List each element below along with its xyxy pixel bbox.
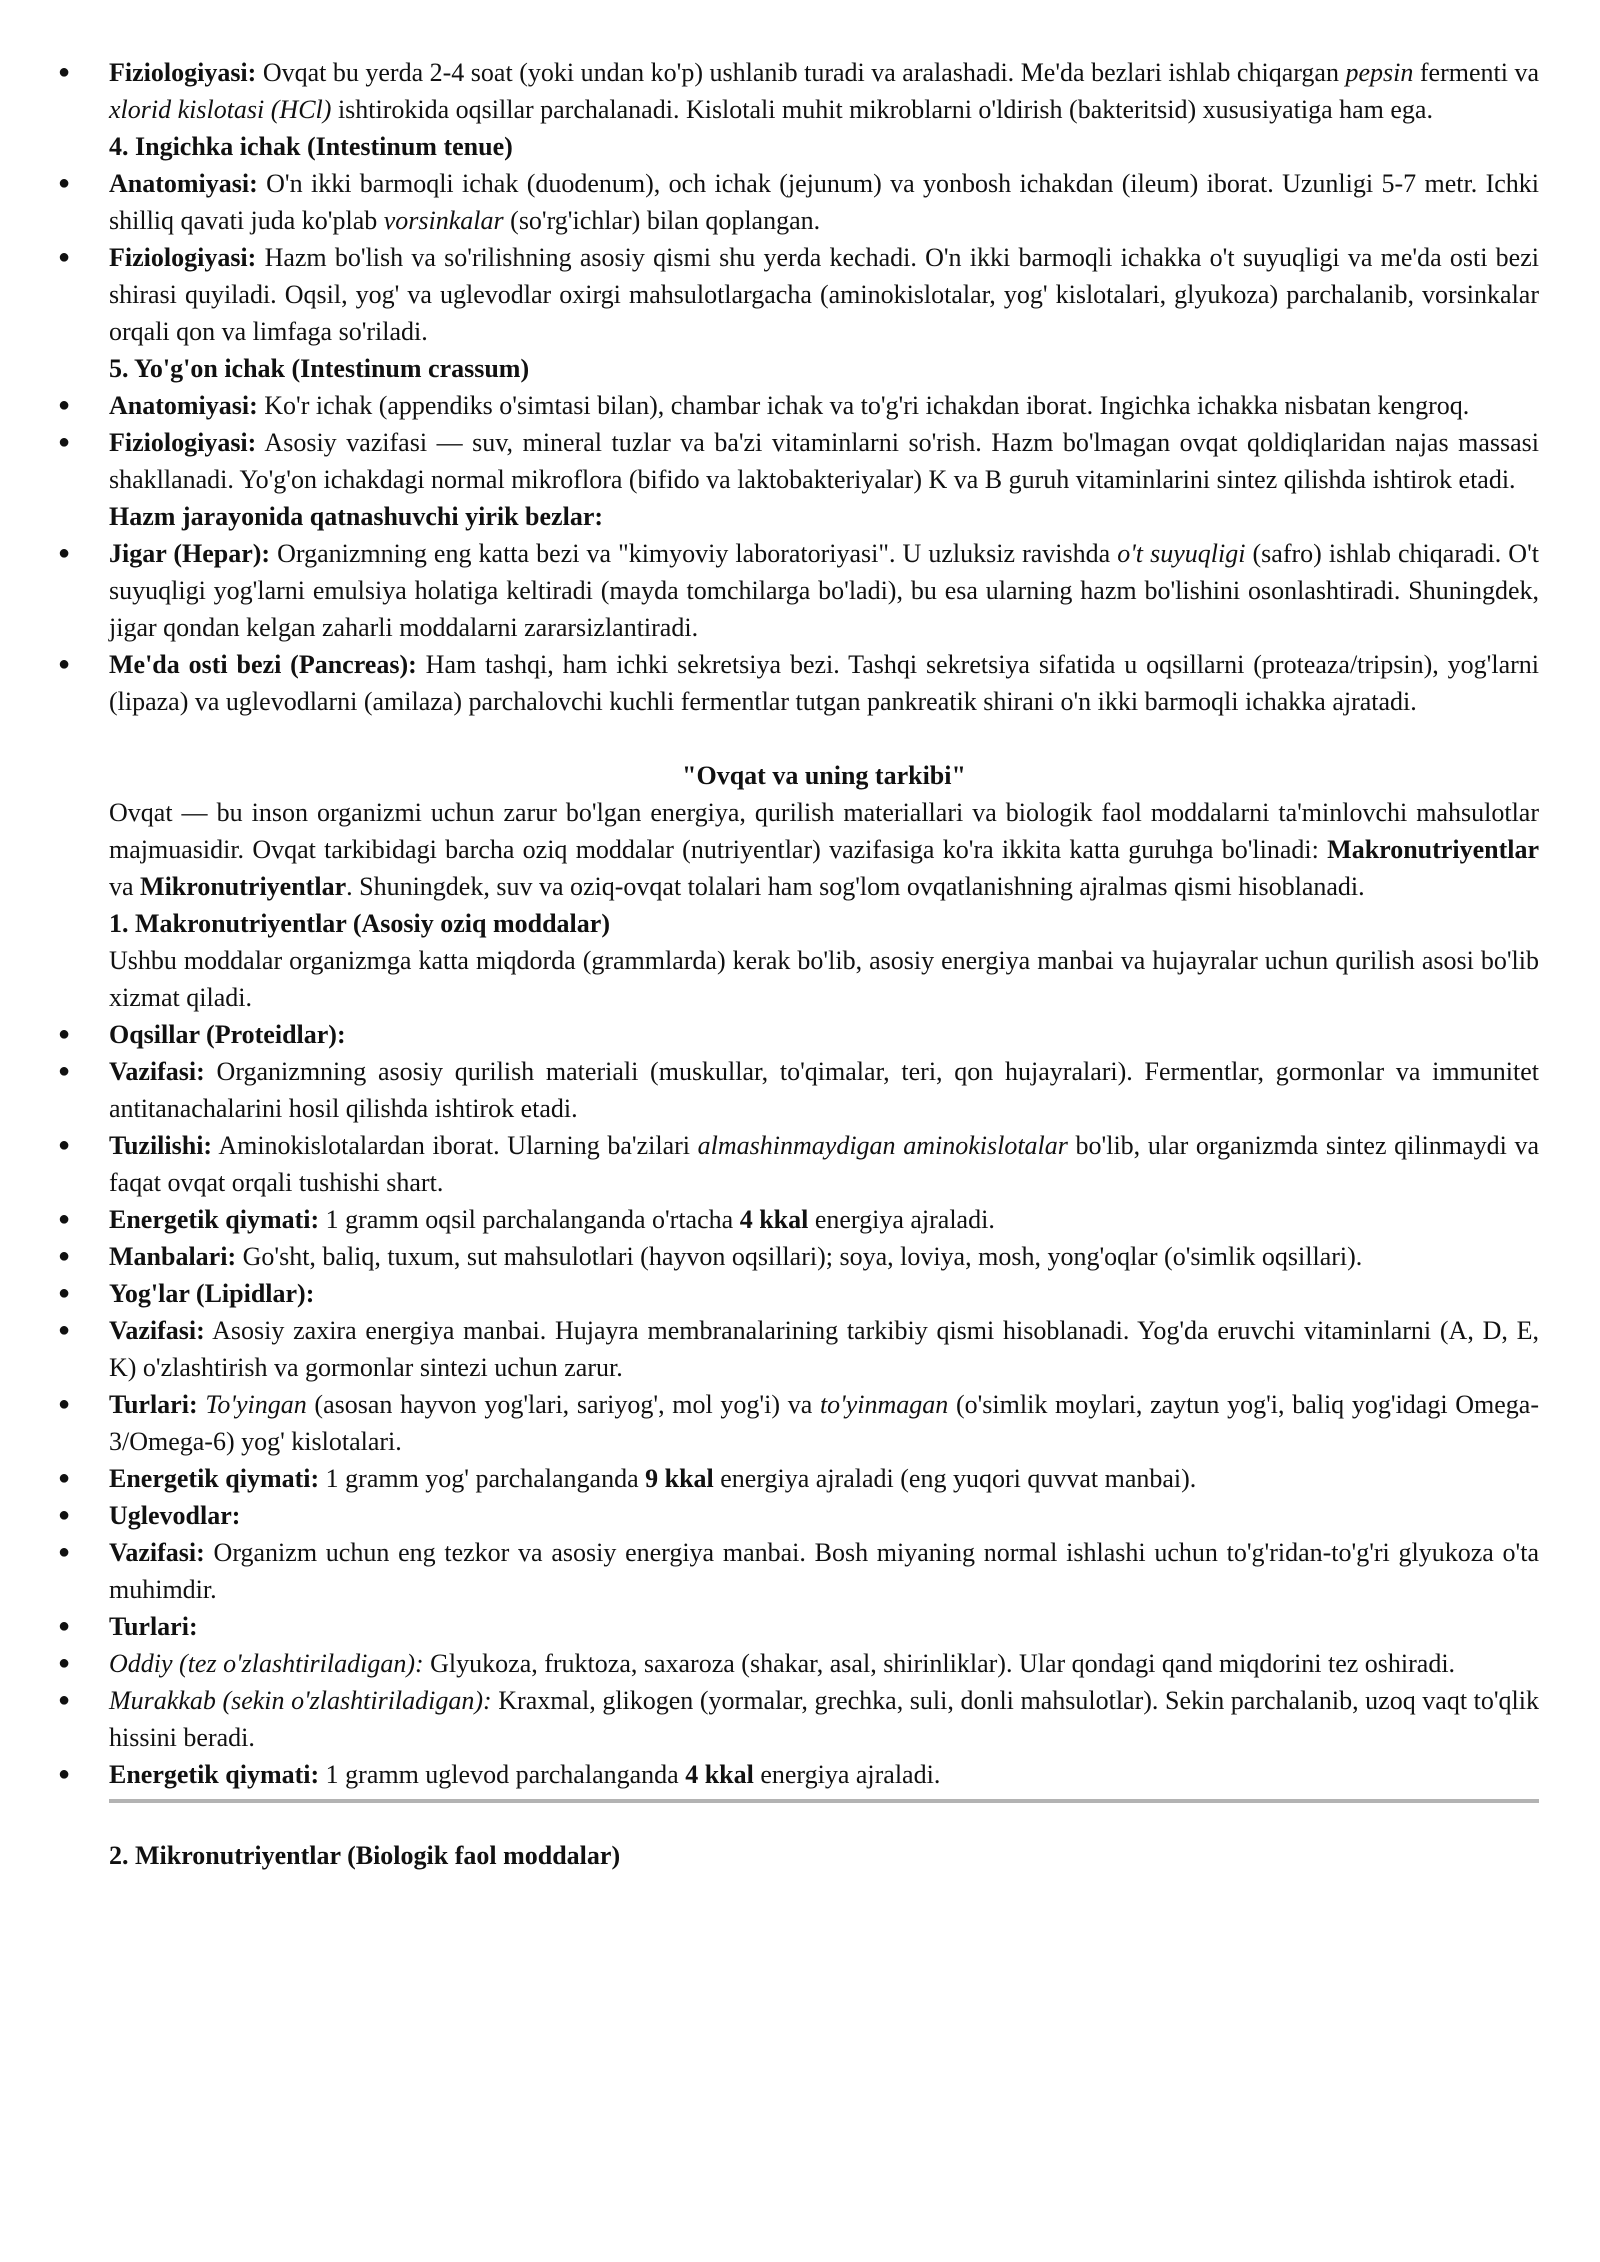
- bullet-icon: ●: [58, 1504, 71, 1526]
- body-text: Go'sht, baliq, tuxum, sut mahsulotlari (hayvon oqsillari); soya, loviya, mosh, yong'oqlar (o'simlik oqsillari).: [236, 1242, 1363, 1271]
- bold-text: Fiziologiyasi:: [109, 243, 257, 272]
- body-text: O'n ikki barmoqli ichak (duodenum), och ichak (jejunum) va yonbosh ichakdan (ileum) iborat. Uzunligi 5-7 metr. Ichki shilliq qavati juda ko'plab: [109, 169, 1539, 235]
- subheading: [0, 1837, 1600, 1874]
- body-text: Ham tashqi, ham ichki sekretsiya bezi. Tashqi sekretsiya sifatida u oqsillarni (proteaza/tripsin), yog'larni (lipaza) va uglevodlarni (amilaza) parchalovchi kuchli fermentlar tutgan pankreatik shirani o'n ikki barmoqli ichakka ajratadi.: [109, 650, 1539, 716]
- bold-text: Vazifasi:: [109, 1316, 205, 1345]
- body-text: Asosiy zaxira energiya manbai. Hujayra membranalarining tarkibiy qismi hisoblanadi. Yog'da eruvchi vitaminlarni (A, D, E, K) o'zlashtirish va gormonlar sintezi uchun zarur.: [109, 1316, 1539, 1382]
- body-text: . Shuningdek, suv va oziq-ovqat tolalari ham sog'lom ovqatlanishning ajralmas qismi hisoblanadi.: [346, 872, 1365, 901]
- document-page: [0, 54, 1600, 1874]
- bold-text: Energetik qiymati:: [109, 1464, 320, 1493]
- paragraph: [0, 794, 1600, 905]
- body-text: Aminokislotalardan iborat. Ularning ba'zilari: [212, 1131, 698, 1160]
- bullet-item: [0, 1312, 1600, 1386]
- bullet-icon: ●: [58, 1652, 71, 1674]
- bold-text: Hazm jarayonida qatnashuvchi yirik bezlar:: [109, 502, 604, 531]
- bold-text: 4. Ingichka ichak (Intestinum tenue): [109, 132, 513, 161]
- bold-text: 5. Yo'g'on ichak (Intestinum crassum): [109, 354, 530, 383]
- bold-text: Turlari:: [109, 1390, 198, 1419]
- bullet-item: [0, 1497, 1600, 1534]
- italic-text: to'yinmagan: [819, 1390, 949, 1419]
- bullet-icon: ●: [58, 1060, 71, 1082]
- bold-text: Mikronutriyentlar: [140, 872, 347, 901]
- body-text: (o'simlik moylari, zaytun yog'i, baliq yog'idagi Omega-3/Omega-6) yog' kislotalari.: [109, 1390, 1539, 1456]
- italic-text: Murakkab (sekin o'zlashtiriladigan):: [109, 1686, 492, 1715]
- bullet-icon: ●: [58, 1467, 71, 1489]
- bullet-icon: ●: [58, 246, 71, 268]
- bullet-icon: ●: [58, 1319, 71, 1341]
- body-text: Asosiy vazifasi — suv, mineral tuzlar va ba'zi vitaminlarni so'rish. Hazm bo'lmagan ovqat qoldiqlaridan najas massasi shakllanadi. Yo'g'on ichakdagi normal mikroflora (bifido va laktobakteriyalar) K va B guruh vitaminlarini sintez qilishda ishtirok etadi.: [109, 428, 1539, 494]
- bullet-item: [0, 424, 1600, 498]
- body-text: energiya ajraladi.: [808, 1205, 995, 1234]
- body-text: (safro) ishlab chiqaradi. O't suyuqligi yog'larni emulsiya holatiga keltiradi (mayda tomchilarga bo'ladi), bu esa ularning hazm bo'lishini osonlashtiradi. Shuningdek, jigar qondan kelgan zaharli moddalarni zararsizlantiradi.: [109, 539, 1539, 642]
- bullet-item: [0, 1534, 1600, 1608]
- bold-text: "Ovqat va uning tarkibi": [682, 761, 966, 790]
- body-text: Hazm bo'lish va so'rilishning asosiy qismi shu yerda kechadi. O'n ikki barmoqli ichakka o't suyuqligi va me'da osti bezi shirasi quyiladi. Oqsil, yog' va uglevodlar oxirgi mahsulotlargacha (aminokislotalar, yog' kislotalari, glyukoza) parchalanib, vorsinkalar orqali qon va limfaga so'riladi.: [109, 243, 1539, 346]
- bullet-icon: ●: [58, 1763, 71, 1785]
- body-text: va: [109, 872, 141, 901]
- section-title: [0, 757, 1600, 794]
- bold-text: Vazifasi:: [109, 1538, 205, 1567]
- bold-text: Vazifasi:: [109, 1057, 205, 1086]
- bullet-item: [0, 54, 1600, 128]
- bold-text: Yog'lar (Lipidlar):: [109, 1279, 315, 1308]
- body-text: Ovqat bu yerda 2-4 soat (yoki undan ko'p) ushlanib turadi va aralashadi. Me'da bezlari ishlab chiqargan: [256, 58, 1346, 87]
- bold-text: Uglevodlar:: [109, 1501, 241, 1530]
- bullet-icon: ●: [58, 1282, 71, 1304]
- bullet-item: [0, 387, 1600, 424]
- bullet-item: [0, 1756, 1600, 1793]
- body-text: Organizmning asosiy qurilish materiali (muskullar, to'qimalar, teri, qon hujayralari). Fermentlar, gormonlar va immunitet antitanachalarini hosil qilishda ishtirok etadi.: [109, 1057, 1539, 1123]
- bullet-item: [0, 1238, 1600, 1275]
- body-text: (asosan hayvon yog'lari, sariyog', mol yog'i) va: [306, 1390, 820, 1419]
- bullet-item: [0, 1127, 1600, 1201]
- bullet-icon: ●: [58, 653, 71, 675]
- body-text: energiya ajraladi.: [753, 1760, 941, 1789]
- subheading: [0, 128, 1600, 165]
- bullet-item: [0, 1460, 1600, 1497]
- italic-text: Oddiy (tez o'zlashtiriladigan):: [109, 1649, 424, 1678]
- body-text: (so'rg'ichlar) bilan qoplangan.: [503, 206, 821, 235]
- italic-text: o't suyuqligi: [1117, 539, 1246, 568]
- bullet-icon: ●: [58, 1208, 71, 1230]
- bullet-item: [0, 646, 1600, 720]
- bold-text: Turlari:: [109, 1612, 198, 1641]
- bold-text: Tuzilishi:: [109, 1131, 213, 1160]
- italic-text: To'yingan: [205, 1390, 307, 1419]
- horizontal-rule: [109, 1799, 1539, 1803]
- bullet-icon: ●: [58, 1393, 71, 1415]
- blank-line: [0, 720, 1600, 757]
- bold-text: Energetik qiymati:: [109, 1760, 320, 1789]
- bold-text: Jigar (Hepar):: [109, 539, 271, 568]
- bullet-item: [0, 1386, 1600, 1460]
- body-text: ishtirokida oqsillar parchalanadi. Kislotali muhit mikroblarni o'ldirish (bakteritsid) xususiyatiga ham ega.: [331, 95, 1433, 124]
- bullet-icon: ●: [58, 1615, 71, 1637]
- bullet-item: [0, 239, 1600, 350]
- bullet-icon: ●: [58, 394, 71, 416]
- bold-text: 9 kkal: [645, 1464, 714, 1493]
- bullet-item: [0, 165, 1600, 239]
- bullet-item: [0, 1682, 1600, 1756]
- bullet-icon: ●: [58, 1689, 71, 1711]
- body-text: 1 gramm yog' parchalanganda: [319, 1464, 646, 1493]
- bold-text: Anatomiyasi:: [109, 169, 258, 198]
- bullet-icon: ●: [58, 1023, 71, 1045]
- bold-text: Fiziologiyasi:: [109, 58, 257, 87]
- bullet-item: [0, 535, 1600, 646]
- bullet-item: [0, 1608, 1600, 1645]
- italic-text: almashinmaydigan aminokislotalar: [697, 1131, 1068, 1160]
- body-text: Glyukoza, fruktoza, saxaroza (shakar, asal, shirinliklar). Ular qondagi qand miqdorini tez oshiradi.: [423, 1649, 1456, 1678]
- bullet-icon: ●: [58, 431, 71, 453]
- bold-text: 4 kkal: [739, 1205, 809, 1234]
- bold-text: Manbalari:: [109, 1242, 237, 1271]
- bold-text: Anatomiyasi:: [109, 391, 258, 420]
- body-text: bo'lib, ular organizmda sintez qilinmaydi va faqat ovqat orqali tushishi shart.: [109, 1131, 1539, 1197]
- blank-line: [0, 1807, 1600, 1837]
- bullet-item: [0, 1645, 1600, 1682]
- bullet-item: [0, 1016, 1600, 1053]
- bullet-item: [0, 1053, 1600, 1127]
- bold-text: 2. Mikronutriyentlar (Biologik faol moddalar): [109, 1841, 621, 1870]
- bullet-icon: ●: [58, 1245, 71, 1267]
- bullet-icon: ●: [58, 172, 71, 194]
- bold-text: Makronutriyentlar: [1327, 835, 1539, 864]
- body-text: Ko'r ichak (appendiks o'simtasi bilan), chambar ichak va to'g'ri ichakdan iborat. Ingichka ichakka nisbatan kengroq.: [257, 391, 1470, 420]
- bullet-icon: ●: [58, 1134, 71, 1156]
- bold-text: 1. Makronutriyentlar (Asosiy oziq moddalar): [109, 909, 610, 938]
- body-text: 1 gramm oqsil parchalanganda o'rtacha: [319, 1205, 740, 1234]
- subheading: [0, 498, 1600, 535]
- bold-text: Energetik qiymati:: [109, 1205, 320, 1234]
- bullet-item: [0, 1201, 1600, 1238]
- bold-text: Me'da osti bezi (Pancreas):: [109, 650, 417, 679]
- bullet-icon: ●: [58, 61, 71, 83]
- bold-text: 4 kkal: [685, 1760, 754, 1789]
- body-text: energiya ajraladi (eng yuqori quvvat manbai).: [713, 1464, 1197, 1493]
- body-text: Kraxmal, glikogen (yormalar, grechka, suli, donli mahsulotlar). Sekin parchalanib, uzoq vaqt to'qlik hissini beradi.: [109, 1686, 1539, 1752]
- body-text: fermenti va: [1413, 58, 1539, 87]
- body-text: 1 gramm uglevod parchalanganda: [319, 1760, 686, 1789]
- bold-text: Fiziologiyasi:: [109, 428, 257, 457]
- italic-text: vorsinkalar: [383, 206, 504, 235]
- body-text: Organizm uchun eng tezkor va asosiy energiya manbai. Bosh miyaning normal ishlashi uchun to'g'ridan-to'g'ri glyukoza o'ta muhimdir.: [109, 1538, 1539, 1604]
- bullet-icon: ●: [58, 1541, 71, 1563]
- subheading: [0, 350, 1600, 387]
- italic-text: pepsin: [1345, 58, 1414, 87]
- italic-text: xlorid kislotasi (HCl): [109, 95, 332, 124]
- bullet-item: [0, 1275, 1600, 1312]
- bullet-icon: ●: [58, 542, 71, 564]
- body-text: Ushbu moddalar organizmga katta miqdorda (grammlarda) kerak bo'lib, asosiy energiya manbai va hujayralar uchun qurilish asosi bo'lib xizmat qiladi.: [109, 946, 1539, 1012]
- subheading: [0, 905, 1600, 942]
- bold-text: Oqsillar (Proteidlar):: [109, 1020, 346, 1049]
- body-text: Organizmning eng katta bezi va "kimyoviy laboratoriyasi". U uzluksiz ravishda: [270, 539, 1118, 568]
- paragraph: [0, 942, 1600, 1016]
- body-text: Ovqat — bu inson organizmi uchun zarur bo'lgan energiya, qurilish materiallari va biologik faol moddalarni ta'minlovchi mahsulotlar majmuasidir. Ovqat tarkibidagi barcha oziq moddalar (nutriyentlar) vazifasiga ko'ra ikkita katta guruhga bo'linadi:: [109, 798, 1539, 864]
